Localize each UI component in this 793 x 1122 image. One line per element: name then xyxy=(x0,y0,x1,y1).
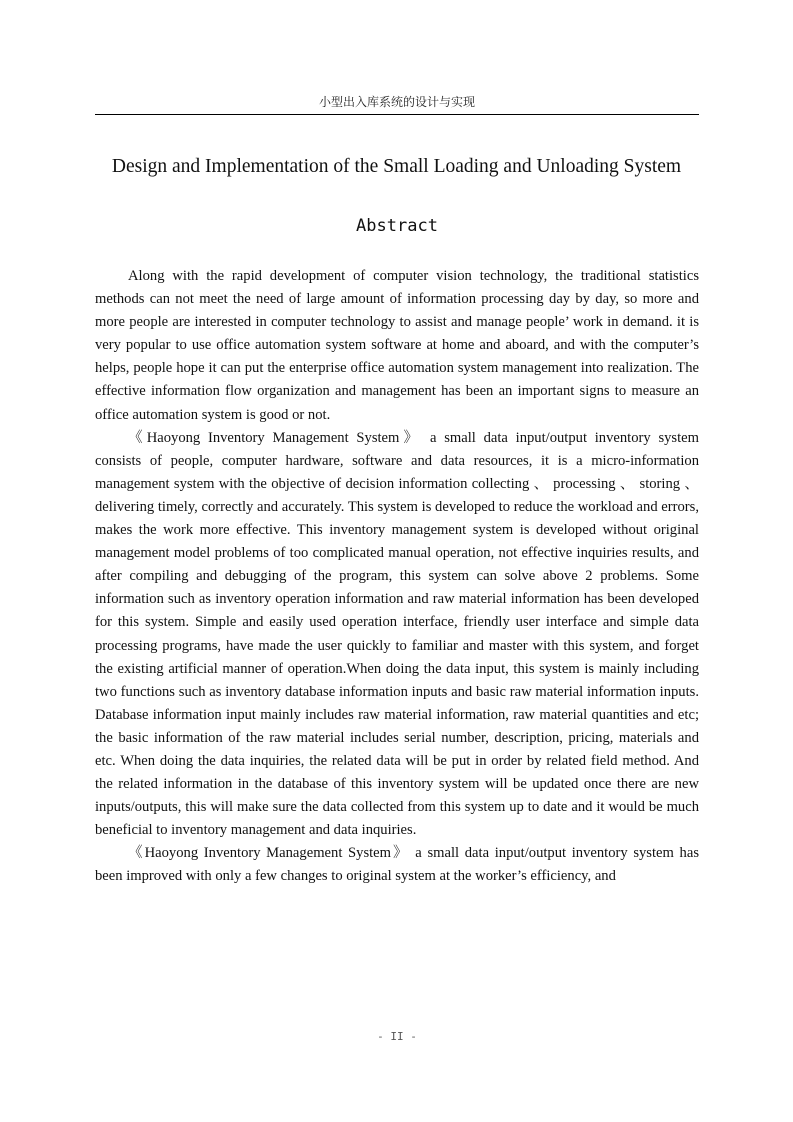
header-divider xyxy=(95,114,699,115)
running-header: 小型出入库系统的设计与实现 xyxy=(318,95,475,109)
paragraph: 《Haoyong Inventory Management System》 a small data input/output inventory system consists of people, computer hardware, software and data resources, it is a micro-information management system with the objective of decision information collecting 、 processing 、 storing 、 delivering timely, correctly and accurately. This system is developed to reduce the workload and errors, makes the work more effective. This inventory management system is developed without original management model problems of too complicated manual operation, not effective inquiries results, and after compiling and debugging of the program, this system can solve above 2 problems. Some information such as inventory operation information and raw material information has been developed for this system. Simple and easily used operation interface, friendly user interface and simple data processing programs, have made the user quickly to familiar and master with this system, and forget the existing artificial manner of operation.When doing the data input, this system is mainly including two functions such as inventory database information inputs and basic raw material information inputs. Database information input mainly includes raw material information, raw material quantities and etc; the basic information of the raw material includes serial number, description, pricing, materials and etc. When doing the data inquiries, the related data will be put in order by related field method. And the related information in the database of this inventory system will be updated once there are new inputs/outputs, this will make sure the data collected from this system up to date and it would be much beneficial to inventory management and data inquiries. xyxy=(95,429,699,839)
abstract-body xyxy=(95,265,699,889)
paragraph: Along with the rapid development of computer vision technology, the traditional statistics methods can not meet the need of large amount of information processing day by day, so more and more people are interested in computer technology to assist and manage people’ work in demand. it is very popular to use office automation system software at home and aboard, and with the computer’s helps, people hope it can put the enterprise office automation system management into realization. The effective information flow organization and management has been an important signs to measure an office automation system is good or not. xyxy=(95,268,699,423)
section-heading: Abstract xyxy=(356,216,438,236)
page-number: - II - xyxy=(377,1030,417,1043)
document-title: Design and Implementation of the Small Loading and Unloading System xyxy=(111,156,682,177)
paragraph: 《Haoyong Inventory Management System》 a small data input/output inventory system has been improved with only a few changes to original system at the worker’s efficiency, and xyxy=(95,845,699,885)
